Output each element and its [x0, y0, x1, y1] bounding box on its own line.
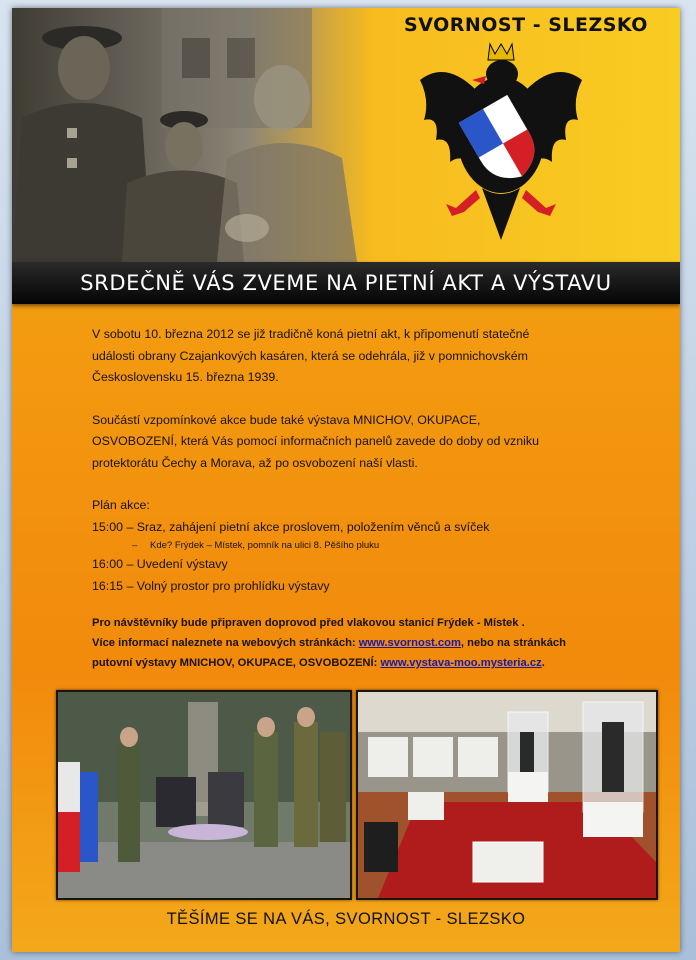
plan-item: 16:00 – Uvedení výstavy — [92, 557, 228, 571]
organization-title: SVORNOST - SLEZSKO — [404, 14, 648, 36]
exhibition-room-photo — [356, 690, 658, 900]
svornost-link[interactable]: www.svornost.com — [358, 637, 461, 649]
intro-line: V sobotu 10. března 2012 se již tradičně koná pietní akt, k připomenutí statečné — [92, 327, 530, 341]
hero-section — [12, 8, 680, 262]
dash-bullet: – — [132, 540, 138, 551]
plan-subitem — [92, 538, 622, 554]
plan-heading: Plán akce: — [92, 498, 150, 512]
eagle-coat-of-arms-icon — [416, 40, 586, 242]
plan-item: 15:00 – Sraz, zahájení pietní akce proslovem, položením věnců a svíček — [92, 519, 490, 534]
intro-line: Československu 15. března 1939. — [92, 370, 279, 384]
info-text: , nebo na stránkách — [460, 637, 566, 649]
info-line — [92, 633, 622, 653]
vystava-link[interactable]: www.vystava-moo.mysteria.cz — [380, 657, 542, 669]
plan-item: 16:15 – Volný prostor pro prohlídku výstavy — [92, 578, 330, 593]
intro-line: události obrany Czajankových kasáren, která se odehrála, již v pomnichovském — [92, 348, 528, 363]
plan-subitem-text: Kde? Frýdek – Místek, pomník na ulici 8. Pěšího pluku — [150, 540, 380, 551]
exhibition-line: OSVOBOZENÍ, která Vás pomocí informačních panelů zavede do doby od vzniku — [92, 434, 539, 448]
closing-text: TĚŠÍME SE NA VÁS, SVORNOST - SLEZSKO — [166, 910, 526, 928]
exhibition-line: protektorátu Čechy a Morava, až po osvobození naší vlasti. — [92, 455, 418, 470]
info-text: Více informací naleznete na webových stránkách: — [92, 637, 359, 649]
poster — [12, 8, 680, 952]
exhibition-line: Součástí vzpomínkové akce bude také výstava MNICHOV, OKUPACE, — [92, 412, 481, 427]
historic-soldiers-photo — [12, 8, 372, 262]
info-text: putovní výstavy MNICHOV, OKUPACE, OSVOBOZENÍ: — [92, 657, 381, 669]
info-text: . — [541, 657, 545, 669]
memorial-ceremony-photo — [56, 690, 352, 900]
invitation-banner: SRDEČNĚ VÁS ZVEME NA PIETNÍ AKT A VÝSTAVU — [12, 262, 680, 304]
info-line — [92, 653, 622, 673]
invitation-text — [92, 324, 622, 673]
info-line: Pro návštěvníky bude připraven doprovod před vlakovou stanicí Frýdek - Místek . — [92, 617, 525, 629]
